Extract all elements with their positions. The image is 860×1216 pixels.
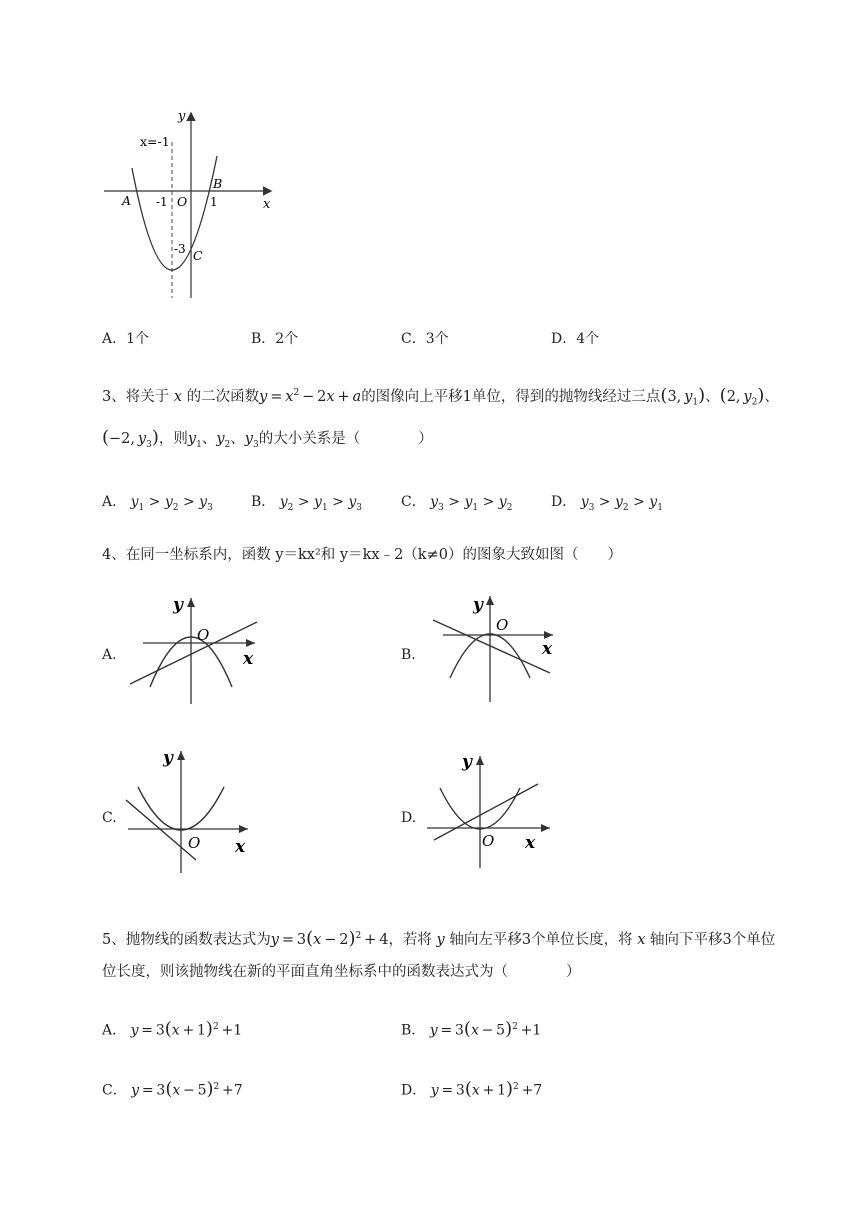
q4-option-c-letter: C. — [102, 810, 117, 826]
q4-stem: 4、在同一坐标系内，函数 y＝kx²和 y＝kx﹣2（k≠0）的图象大致如图（ ） — [102, 547, 622, 563]
q3-option-a: A． $y_1 > y_2 > y_3$ — [102, 494, 213, 513]
q5-option-c: C． $y = 3(x - 5)^2 +7$ — [102, 1078, 243, 1100]
q5-option-b: B． $y = 3(x - 5)^2 +1$ — [401, 1018, 542, 1040]
svg-text:x: x — [542, 639, 553, 659]
q3-option-d: D． $y_3 > y_2 > y_1$ — [551, 494, 663, 513]
point-c-label: C — [193, 248, 203, 263]
q4-option-a-letter: A. — [102, 647, 117, 663]
x-axis-label: x — [263, 197, 271, 212]
svg-text:y: y — [462, 752, 472, 772]
tick-minus-one-label: -1 — [156, 195, 168, 209]
q4-option-d-letter: D. — [401, 810, 417, 826]
q3-stem-line-2: (−2, $y_3$)，则$y_1$、$y_2$、$y_3$的大小关系是（ ） — [102, 427, 433, 450]
q5-option-a: A． $y = 3(x + 1)^2 +1$ — [102, 1018, 243, 1040]
q3-stem-line-1: 3、将关于 x 的二次函数$y = x^2 - 2x + a$的图像向上平移1单位，得到的抛物线经过三点(3, $y_1$)、(2, $y_2$)、 — [102, 384, 779, 408]
q3-option-b: B． $y_2 > y_1 > y_3$ — [251, 494, 362, 513]
svg-text:x: x — [525, 833, 536, 853]
q4-graph-c — [118, 745, 263, 875]
q2-option-c: C．3个 — [401, 331, 449, 347]
svg-text:y: y — [163, 748, 173, 768]
tick-one-label: 1 — [210, 195, 218, 209]
q5-stem-line-1: 5、抛物线的函数表达式为$y = 3(x - 2)^2 + 4$，若将 y 轴向左平移3个单位长度，将 x 轴向下平移3个单位 — [102, 927, 776, 949]
svg-text:O: O — [188, 834, 201, 852]
svg-text:y: y — [173, 595, 183, 615]
q2-option-a: A．1个 — [102, 331, 150, 347]
y-axis-label: y — [178, 109, 186, 124]
svg-text:O: O — [496, 616, 509, 634]
origin-label: O — [177, 194, 188, 209]
q3-option-c: C． $y_3 > y_1 > y_2$ — [401, 494, 513, 513]
q2-option-b: B．2个 — [251, 331, 299, 347]
q4-graph-d — [422, 750, 567, 870]
q5-stem-line-2: 位长度，则该抛物线在新的平面直角坐标系中的函数表达式为（ ） — [102, 964, 581, 980]
q4-graph-a — [125, 592, 270, 707]
symmetry-axis-label: x=-1 — [140, 134, 170, 149]
point-a-label: A — [122, 193, 132, 208]
q4-option-b-letter: B. — [401, 647, 416, 663]
point-b-label: B — [213, 176, 223, 191]
svg-text:y: y — [473, 595, 483, 615]
q4-graph-b — [425, 590, 565, 705]
svg-text:x: x — [235, 837, 246, 857]
tick-minus-three-label: -3 — [174, 242, 186, 256]
svg-text:O: O — [197, 626, 210, 644]
svg-text:x: x — [243, 649, 254, 669]
q2-option-d: D．4个 — [551, 331, 600, 347]
q2-parabola-figure — [100, 108, 280, 308]
q5-option-d: D． $y = 3(x + 1)^2 +7$ — [401, 1078, 543, 1100]
svg-text:O: O — [482, 832, 495, 850]
